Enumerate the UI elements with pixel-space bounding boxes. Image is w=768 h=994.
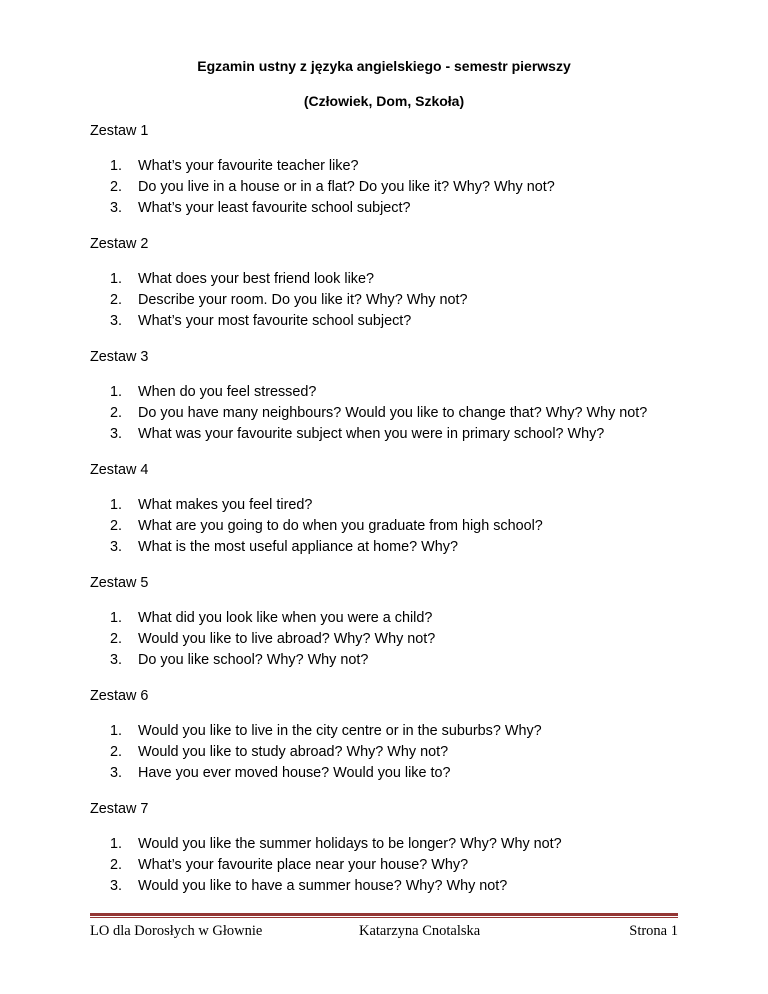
set-heading: Zestaw 2 (90, 236, 149, 252)
question-item (90, 516, 690, 537)
question-number: 1. (110, 610, 123, 626)
question-set (90, 233, 690, 332)
question-number: 1. (110, 497, 123, 513)
question-text: Would you like the summer holidays to be longer? Why? Why not? (138, 836, 562, 852)
question-text: Would you like to study abroad? Why? Why not? (138, 744, 449, 760)
set-heading: Zestaw 5 (90, 575, 149, 591)
question-text: Have you ever moved house? Would you like to? (138, 765, 451, 781)
question-set (90, 346, 690, 445)
question-text: Describe your room. Do you like it? Why? Why not? (138, 292, 468, 308)
question-item (90, 721, 690, 742)
question-item (90, 608, 690, 629)
footer-author: Katarzyna Cnotalska (359, 923, 481, 939)
question-number: 3. (110, 765, 123, 781)
question-number: 1. (110, 384, 123, 400)
question-list (90, 269, 690, 332)
question-text: Do you have many neighbours? Would you like to change that? Why? Why not? (138, 405, 648, 421)
question-item (90, 834, 690, 855)
question-number: 2. (110, 744, 123, 760)
question-item (90, 537, 690, 558)
question-number: 2. (110, 179, 123, 195)
question-text: What’s your least favourite school subject? (138, 200, 411, 216)
set-heading: Zestaw 6 (90, 688, 149, 704)
question-list (90, 608, 690, 671)
question-item (90, 876, 690, 897)
footer-page-number: Strona 1 (629, 923, 678, 939)
question-number: 3. (110, 426, 123, 442)
question-text: What’s your favourite teacher like? (138, 158, 359, 174)
question-set (90, 685, 690, 784)
question-item (90, 855, 690, 876)
question-number: 1. (110, 723, 123, 739)
footer-divider-thin (90, 917, 678, 918)
question-text: What’s your favourite place near your house? Why? (138, 857, 469, 873)
question-item (90, 156, 690, 177)
question-list (90, 156, 690, 219)
question-item (90, 424, 690, 445)
question-text: What does your best friend look like? (138, 271, 374, 287)
footer-school: LO dla Dorosłych w Głownie (90, 923, 263, 939)
document-subtitle: (Człowiek, Dom, Szkoła) (303, 93, 465, 109)
set-heading: Zestaw 7 (90, 801, 149, 817)
question-set (90, 798, 690, 897)
question-number: 1. (110, 158, 123, 174)
question-list (90, 382, 690, 445)
page-footer (90, 923, 678, 943)
question-text: Would you like to live abroad? Why? Why not? (138, 631, 436, 647)
question-text: Do you live in a house or in a flat? Do you like it? Why? Why not? (138, 179, 555, 195)
question-list (90, 495, 690, 558)
question-number: 3. (110, 313, 123, 329)
question-text: When do you feel stressed? (138, 384, 317, 400)
question-text: What did you look like when you were a child? (138, 610, 433, 626)
question-sets (90, 120, 690, 911)
question-text: What is the most useful appliance at home? Why? (138, 539, 458, 555)
question-item (90, 742, 690, 763)
set-heading: Zestaw 4 (90, 462, 149, 478)
footer-divider (90, 913, 678, 916)
question-number: 1. (110, 836, 123, 852)
question-number: 2. (110, 857, 123, 873)
question-set (90, 572, 690, 671)
question-list (90, 834, 690, 897)
question-item (90, 177, 690, 198)
question-item (90, 290, 690, 311)
question-list (90, 721, 690, 784)
question-item (90, 382, 690, 403)
set-heading: Zestaw 1 (90, 123, 149, 139)
set-heading: Zestaw 3 (90, 349, 149, 365)
question-set (90, 120, 690, 219)
question-text: Would you like to live in the city centre or in the suburbs? Why? (138, 723, 542, 739)
question-text: What makes you feel tired? (138, 497, 313, 513)
question-item (90, 198, 690, 219)
question-number: 2. (110, 518, 123, 534)
question-number: 2. (110, 405, 123, 421)
question-number: 2. (110, 292, 123, 308)
document-title: Egzamin ustny z języka angielskiego - semestr pierwszy (197, 58, 571, 74)
question-set (90, 459, 690, 558)
question-text: Do you like school? Why? Why not? (138, 652, 369, 668)
question-number: 1. (110, 271, 123, 287)
question-item (90, 650, 690, 671)
question-number: 3. (110, 878, 123, 894)
question-item (90, 311, 690, 332)
question-text: What’s your most favourite school subject? (138, 313, 412, 329)
question-text: What are you going to do when you graduate from high school? (138, 518, 543, 534)
question-item (90, 763, 690, 784)
question-item (90, 269, 690, 290)
question-text: Would you like to have a summer house? Why? Why not? (138, 878, 508, 894)
question-number: 3. (110, 200, 123, 216)
question-number: 3. (110, 539, 123, 555)
question-item (90, 403, 690, 424)
question-number: 3. (110, 652, 123, 668)
question-text: What was your favourite subject when you were in primary school? Why? (138, 426, 605, 442)
question-number: 2. (110, 631, 123, 647)
question-item (90, 629, 690, 650)
question-item (90, 495, 690, 516)
